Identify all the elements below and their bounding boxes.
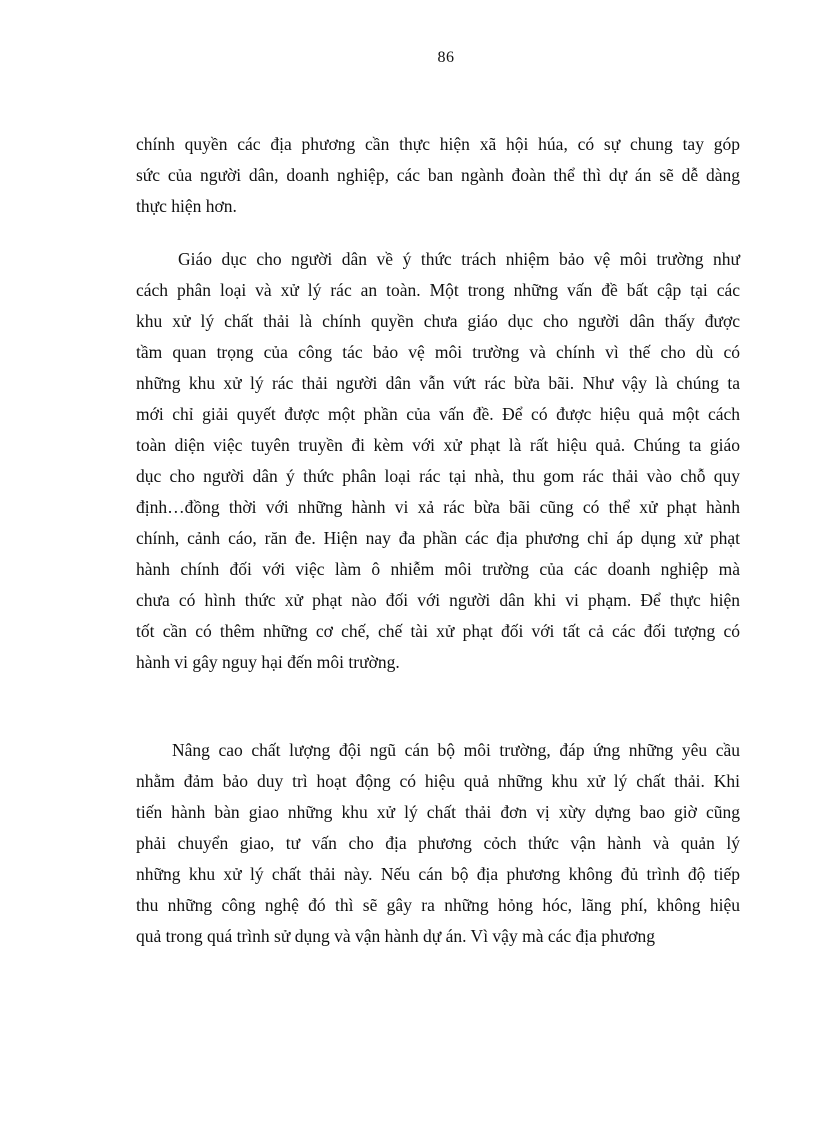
text-line: tiến hành bàn giao những khu xử lý chất thải đơn vị xừy dựng bao giờ cũng [136, 802, 740, 822]
paragraph-4 [136, 735, 740, 952]
text-line: những khu xử lý chất thải này. Nếu cán bộ địa phương không đủ trình độ tiếp [136, 864, 740, 884]
paragraph-2 [136, 244, 740, 461]
text-line: nhằm đảm bảo duy trì hoạt động có hiệu quả những khu xử lý chất thải. Khi [136, 771, 740, 791]
text-line: toàn diện việc tuyên truyền đi kèm với xử phạt là rất hiệu quả. Chúng ta giáo [136, 435, 740, 455]
paragraph-3 [136, 461, 740, 678]
text-line: khu xử lý chất thải là chính quyền chưa giáo dục cho người dân thấy được [136, 311, 740, 331]
page-number: 86 [437, 49, 455, 66]
text-line: hành vi gây nguy hại đến môi trường. [136, 652, 400, 672]
text-line: phải chuyển giao, tư vấn cho địa phương cỏch thức vận hành và quản lý [136, 833, 740, 853]
text-line: tầm quan trọng của công tác bảo vệ môi trường và chính vì thế cho dù có [136, 342, 740, 362]
text-line: chính quyền các địa phương cần thực hiện xã hội húa, có sự chung tay góp [136, 134, 740, 154]
text-line: tốt cần có thêm những cơ chế, chế tài xử phạt đối với tất cả các đối tượng có [136, 621, 740, 641]
text-line: những khu xử lý rác thải người dân vẫn vứt rác bừa bãi. Như vậy là chúng ta [136, 373, 740, 393]
text-line: định…đồng thời với những hành vi xả rác bừa bãi cũng có thể xử phạt hành [136, 497, 740, 517]
text-line: chính, cảnh cáo, răn đe. Hiện nay đa phần các địa phương chỉ áp dụng xử phạt [136, 528, 740, 548]
text-line: cách phân loại và xử lý rác an toàn. Một trong những vấn đề bất cập tại các [136, 280, 740, 300]
paragraph-1 [136, 129, 740, 222]
text-line: Giáo dục cho người dân về ý thức trách nhiệm bảo vệ môi trường như [178, 249, 740, 269]
text-line: thực hiện hơn. [136, 196, 237, 216]
text-line: Nâng cao chất lượng đội ngũ cán bộ môi trường, đáp ứng những yêu cầu [172, 740, 740, 760]
text-line: mới chỉ giải quyết được một phần của vấn đề. Để có được hiệu quả một cách [136, 404, 740, 424]
text-line: sức của người dân, doanh nghiệp, các ban ngành đoàn thể thì dự án sẽ dễ dàng [136, 165, 740, 185]
text-line: quả trong quá trình sử dụng và vận hành dự án. Vì vậy mà các địa phương [136, 926, 656, 946]
text-line: chưa có hình thức xử phạt nào đối với người dân khi vi phạm. Để thực hiện [136, 590, 740, 610]
text-line: thu những công nghệ đó thì sẽ gây ra những hỏng hóc, lãng phí, không hiệu [136, 895, 740, 915]
text-line: dục cho người dân ý thức phân loại rác tại nhà, thu gom rác thải vào chỗ quy [136, 466, 740, 486]
text-line: hành chính đối với việc làm ô nhiễm môi trường của các doanh nghiệp mà [136, 559, 740, 579]
